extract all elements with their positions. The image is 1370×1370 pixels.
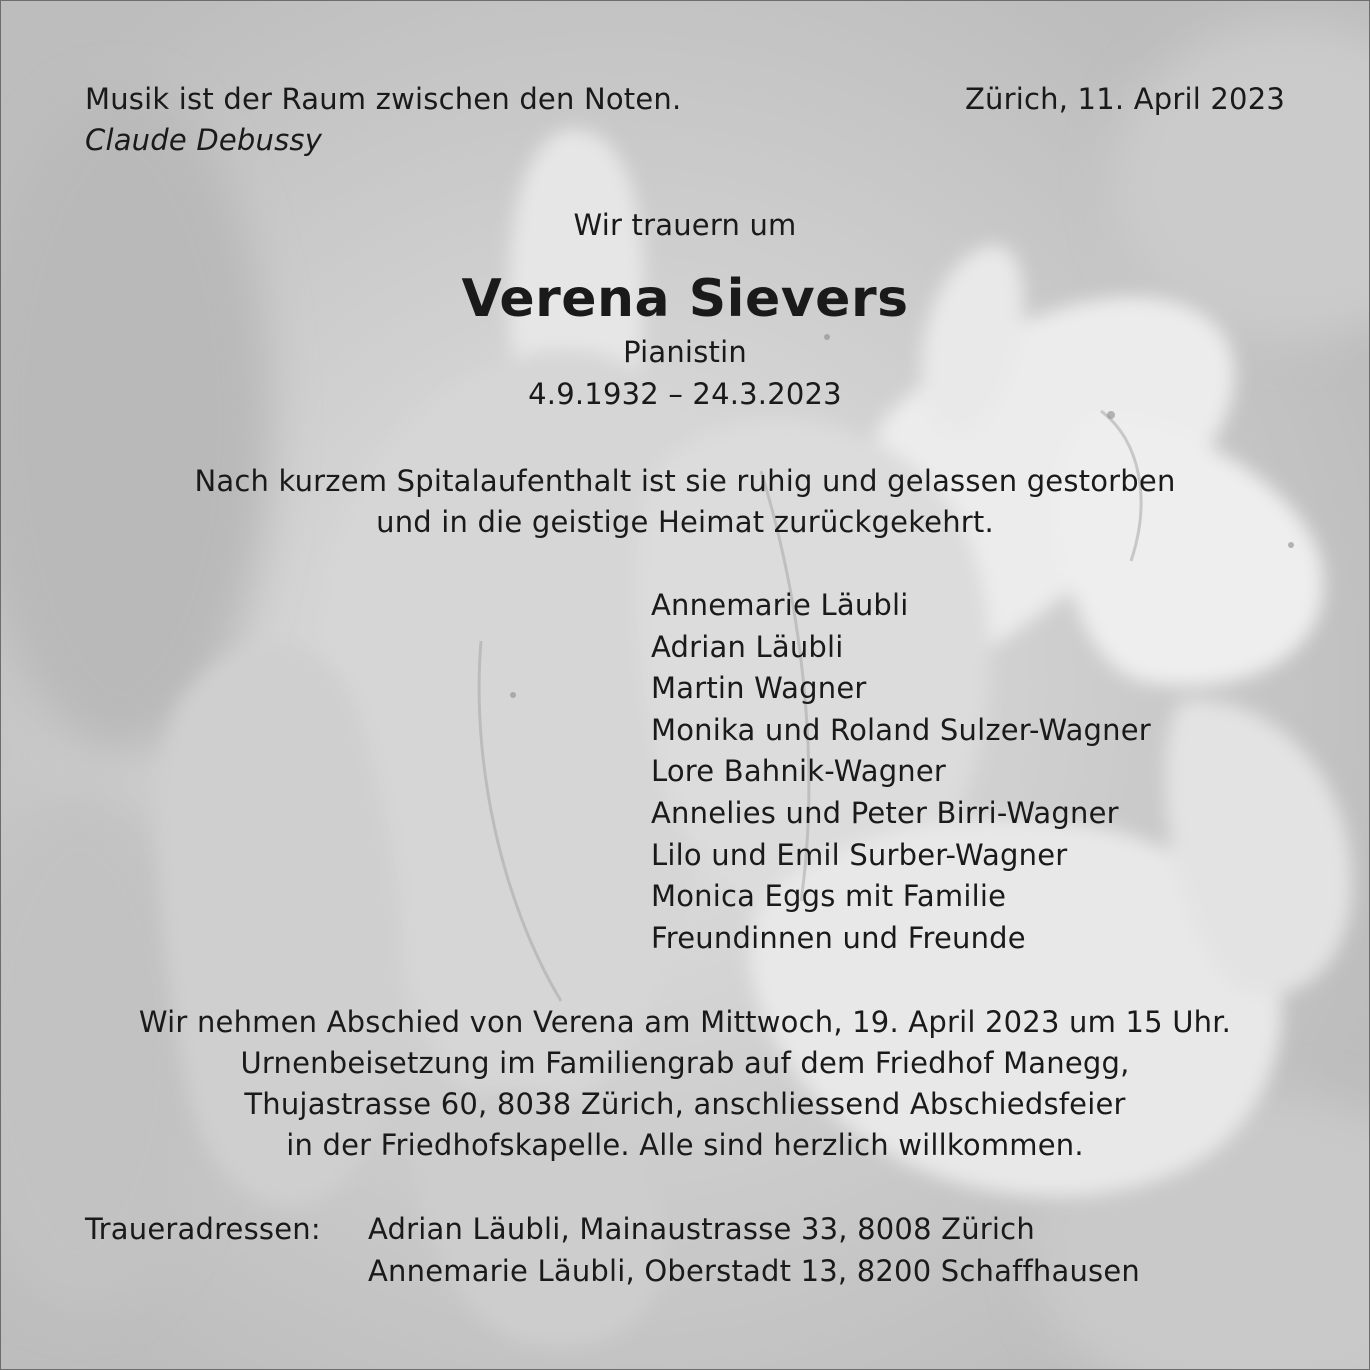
farewell-line: Urnenbeisetzung im Familiengrab auf dem Friedhof Manegg, — [240, 1046, 1130, 1080]
mourning-addresses-label: Traueradressen: — [85, 1212, 321, 1246]
epigraph — [85, 79, 681, 161]
farewell-line: in der Friedhofskapelle. Alle sind herzlich willkommen. — [286, 1128, 1084, 1162]
profession: Pianistin — [623, 335, 747, 369]
statement-line: Nach kurzem Spitalaufenthalt ist sie ruhig und gelassen gestorben — [194, 464, 1176, 498]
mourners-list — [651, 585, 1151, 959]
mourner-name: Lore Bahnik-Wagner — [651, 754, 947, 789]
mourner-name: Annemarie Läubli — [651, 588, 909, 622]
mourner-name: Adrian Läubli — [651, 629, 844, 664]
notice-content — [1, 1, 1369, 1369]
farewell-line: Thujastrasse 60, 8038 Zürich, anschliessend Abschiedsfeier — [244, 1087, 1126, 1121]
mourner-name: Monica Eggs mit Familie — [651, 879, 1007, 914]
lifespan-dates: 4.9.1932 – 24.3.2023 — [528, 377, 842, 411]
farewell-line: Wir nehmen Abschied von Verena am Mittwoch, 19. April 2023 um 15 Uhr. — [138, 1005, 1232, 1039]
mourner-name: Martin Wagner — [651, 671, 867, 706]
mourning-address: Annemarie Läubli, Oberstadt 13, 8200 Schaffhausen — [368, 1254, 1140, 1288]
farewell-details — [1, 1002, 1369, 1166]
mourner-name: Lilo und Emil Surber-Wagner — [651, 837, 1068, 872]
mourner-name: Freundinnen und Freunde — [651, 920, 1026, 955]
mourner-name: Annelies und Peter Birri-Wagner — [651, 795, 1119, 830]
death-statement — [1, 461, 1369, 543]
deceased-name: Verena Sievers — [461, 269, 909, 329]
mourning-addresses-list — [368, 1209, 1140, 1293]
mourner-name: Monika und Roland Sulzer-Wagner — [651, 712, 1151, 747]
intro-line: Wir trauern um — [573, 208, 797, 242]
statement-line: und in die geistige Heimat zurückgekehrt. — [376, 505, 994, 539]
quote-text: Musik ist der Raum zwischen den Noten. — [85, 82, 682, 116]
mourning-address: Adrian Läubli, Mainaustrasse 33, 8008 Zürich — [368, 1212, 1035, 1246]
place-date: Zürich, 11. April 2023 — [964, 82, 1285, 116]
quote-author: Claude Debussy — [85, 123, 323, 157]
